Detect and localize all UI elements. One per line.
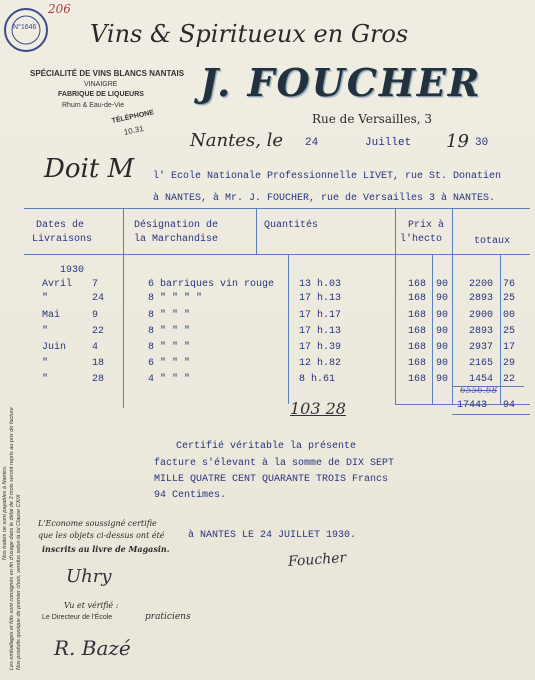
table-bottom-rule-2	[452, 414, 530, 415]
table-col-sep-7	[500, 254, 501, 404]
header-prix-2: l'hecto	[400, 234, 443, 245]
director-signature: R. Bazé	[54, 636, 131, 660]
row-month: Avril	[42, 279, 73, 290]
phone-number: 10.31	[123, 123, 145, 137]
registry-stamp	[2, 6, 50, 54]
row-price-cents: 90	[436, 342, 449, 353]
row-month: Mai	[42, 310, 61, 321]
row-day: 9	[92, 310, 99, 321]
grand-total-cents: 94	[503, 400, 516, 411]
cert-line4: 94 Centimes.	[154, 490, 227, 501]
date-place: Nantes, le	[190, 130, 284, 151]
table-col-sep-3	[288, 254, 289, 404]
row-month: "	[42, 374, 49, 385]
table-col-sep-4	[395, 208, 396, 404]
row-day: 22	[92, 326, 105, 337]
row-designation: 8 " " "	[148, 326, 191, 337]
row-price-cents: 90	[436, 358, 449, 369]
row-price-francs: 168	[408, 310, 427, 321]
date-year-suffix: 30	[475, 137, 489, 149]
row-designation: 6 barriques vin rouge	[148, 279, 275, 290]
row-designation: 6 " " "	[148, 358, 191, 369]
header-prix-1: Prix à	[408, 220, 445, 231]
verification-line2: Le Directeur de l'École	[42, 614, 113, 621]
row-price-francs: 168	[408, 358, 427, 369]
row-price-francs: 168	[408, 279, 427, 290]
row-designation: 8 " " "	[148, 342, 191, 353]
row-price-cents: 90	[436, 374, 449, 385]
row-total-francs: 2893	[469, 293, 494, 304]
econome-signature: Uhry	[66, 566, 112, 587]
row-total-francs: 2937	[469, 342, 494, 353]
row-month: Juin	[42, 342, 67, 353]
margin-text-2: Les emballages et fûts sont consignés en fin d'usage dans le délai de 3 mois seront repris au prix de facture	[9, 407, 15, 670]
header-designation-1: Désignation de	[134, 220, 219, 231]
row-total-cents: 76	[503, 279, 516, 290]
margin-text-1: Nos traites ne sont payables à Nantes.	[2, 465, 8, 560]
row-total-francs: 2165	[469, 358, 494, 369]
row-designation: 8 " " "	[148, 310, 191, 321]
header-dates-2: Livraisons	[32, 234, 93, 245]
verification-line1: Vu et vérifié :	[64, 601, 119, 610]
company-address: Rue de Versailles, 3	[312, 112, 433, 126]
table-year: 1930	[60, 265, 85, 276]
row-day: 28	[92, 374, 105, 385]
row-total-cents: 25	[503, 293, 516, 304]
handwritten-number: 206	[48, 2, 71, 16]
row-price-cents: 90	[436, 310, 449, 321]
row-total-francs: 2200	[469, 279, 494, 290]
phone-label: TÉLÉPHONE	[111, 109, 155, 125]
econome-line3: inscrits au livre de Magasin.	[42, 544, 170, 554]
quantity-total-handwritten: 103 28	[290, 399, 346, 418]
margin-text-3: Nos produits quoique de premier choix, vendus selon la loi Clause CXIX	[16, 494, 22, 670]
table-col-sep-1	[123, 208, 124, 408]
recipient-line2: à NANTES, à Mr. J. FOUCHER, rue de Versailles 3 à NANTES.	[153, 193, 496, 204]
row-day: 18	[92, 358, 105, 369]
row-price-francs: 168	[408, 374, 427, 385]
grand-total-francs: 17443	[457, 400, 488, 411]
specialty-line4: Rhum & Eau-de-Vie	[62, 102, 125, 109]
verification-line3: praticiens	[145, 612, 191, 622]
header-quantites: Quantités	[264, 220, 319, 231]
table-top-rule	[24, 208, 530, 209]
foucher-signature: Foucher	[287, 549, 347, 571]
row-total-francs: 1454	[469, 374, 494, 385]
cert-line1: Certifié véritable la présente	[176, 441, 357, 452]
econome-line1: L'Econome soussigné certifie	[38, 519, 157, 528]
specialty-line1: SPÉCIALITÉ DE VINS BLANCS NANTAIS	[30, 69, 185, 78]
row-quantity: 17 h.17	[299, 310, 342, 321]
company-name: J. FOUCHER	[200, 60, 482, 105]
row-month: "	[42, 326, 49, 337]
cert-line2: facture s'élevant à la somme de DIX SEPT	[154, 458, 395, 469]
table-col-sep-6	[452, 208, 453, 404]
row-day: 7	[92, 279, 99, 290]
econome-line2: que les objets ci-dessus ont été	[38, 531, 165, 540]
row-total-cents: 22	[503, 374, 516, 385]
row-total-cents: 17	[503, 342, 516, 353]
doit-label: Doit M	[44, 154, 135, 184]
cert-line3: MILLE QUATRE CENT QUARANTE TROIS Francs	[154, 474, 389, 485]
table-col-sep-5	[432, 254, 433, 404]
row-total-cents: 25	[503, 326, 516, 337]
row-price-francs: 168	[408, 293, 427, 304]
date-month: Juillet	[365, 137, 412, 149]
recipient-line1: l' Ecole Nationale Professionnelle LIVET, rue St. Donatien	[153, 171, 502, 182]
table-header-rule	[24, 254, 530, 255]
date-day: 24	[305, 137, 319, 149]
row-quantity: 17 h.13	[299, 293, 342, 304]
row-price-cents: 90	[436, 326, 449, 337]
row-price-cents: 90	[436, 279, 449, 290]
specialty-line2: VINAIGRE	[84, 81, 118, 88]
row-day: 24	[92, 293, 105, 304]
row-total-cents: 00	[503, 310, 516, 321]
row-quantity: 8 h.61	[299, 374, 336, 385]
header-totaux: totaux	[474, 236, 511, 247]
row-quantity: 12 h.82	[299, 358, 342, 369]
row-total-francs: 2893	[469, 326, 494, 337]
row-total-francs: 2900	[469, 310, 494, 321]
row-quantity: 17 h.39	[299, 342, 342, 353]
signature-place-date: à NANTES LE 24 JUILLET 1930.	[188, 530, 357, 541]
row-designation: 4 " " "	[148, 374, 191, 385]
row-quantity: 13 h.03	[299, 279, 342, 290]
row-price-francs: 168	[408, 342, 427, 353]
header-dates-1: Dates de	[36, 220, 85, 231]
stamp-number: N°1646	[13, 24, 37, 31]
table-col-sep-2	[256, 208, 257, 254]
row-price-francs: 168	[408, 326, 427, 337]
row-month: "	[42, 358, 49, 369]
header-title: Vins & Spiritueux en Gros	[90, 20, 409, 48]
subtotal-written: 6556.68	[460, 386, 498, 396]
row-total-cents: 29	[503, 358, 516, 369]
row-price-cents: 90	[436, 293, 449, 304]
row-month: "	[42, 293, 49, 304]
header-designation-2: la Marchandise	[134, 234, 219, 245]
row-quantity: 17 h.13	[299, 326, 342, 337]
date-year-prefix: 19	[446, 131, 469, 152]
specialty-line3: FABRIQUE DE LIQUEURS	[58, 91, 144, 98]
row-designation: 8 " " " "	[148, 293, 203, 304]
row-day: 4	[92, 342, 99, 353]
